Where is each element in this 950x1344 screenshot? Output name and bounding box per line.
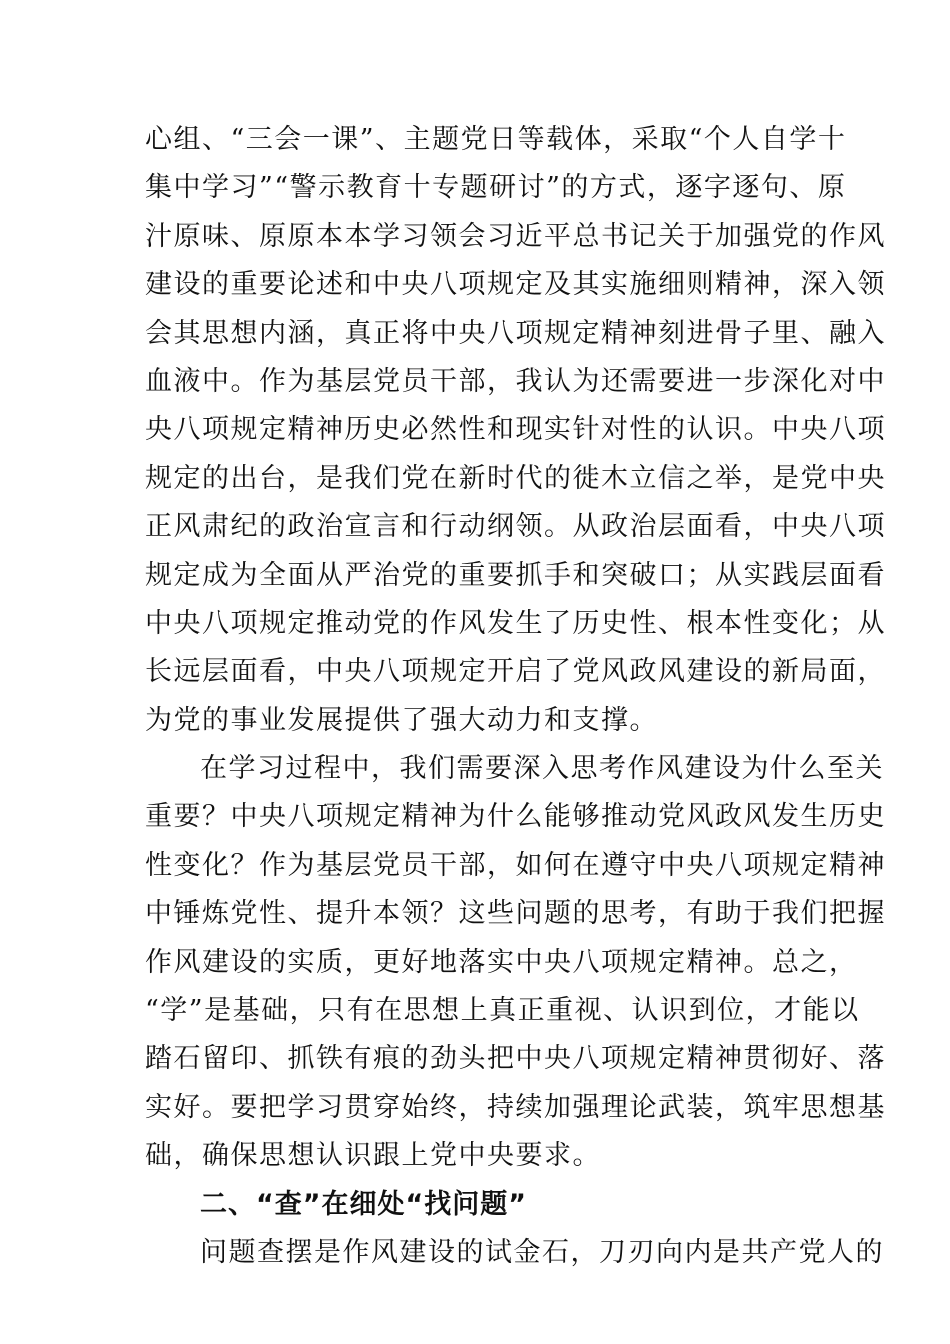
text-line: 问题查摆是作风建设的试金石，刀刃向内是共产党人的 xyxy=(200,1236,884,1268)
text-line: 中锤炼党性、提升本领？这些问题的思考，有助于我们把握 xyxy=(145,898,886,930)
text-line: 为党的事业发展提供了强大动力和支撑。 xyxy=(145,704,658,736)
section-heading xyxy=(145,1181,810,1229)
text-line: 央八项规定精神历史必然性和现实针对性的认识。中央八项 xyxy=(145,414,886,446)
text-line: 建设的重要论述和中央八项规定及其实施细则精神，深入领 xyxy=(145,269,886,301)
text-line: 正风肃纪的政治宣言和行动纲领。从政治层面看，中央八项 xyxy=(145,511,886,543)
paragraph xyxy=(145,745,886,1181)
section-heading-text: 二、“查”在细处“找问题” xyxy=(200,1188,527,1220)
text-line: 性变化？作为基层党员干部，如何在遵守中央八项规定精神 xyxy=(145,849,886,881)
document-body xyxy=(145,116,886,1277)
text-line: 心组、“三会一课”、主题党日等载体，采取“个人自学十 xyxy=(145,124,847,155)
text-line: 规定的出台，是我们党在新时代的徙木立信之举，是党中央 xyxy=(145,462,886,494)
text-line: 中央八项规定推动党的作风发生了历史性、根本性变化；从 xyxy=(145,607,886,639)
text-line: “学”是基础，只有在思想上真正重视、认识到位，才能以 xyxy=(145,995,860,1027)
text-line: 血液中。作为基层党员干部，我认为还需要进一步深化对中 xyxy=(145,365,886,397)
paragraph xyxy=(145,1229,884,1277)
text-line: 重要？中央八项规定精神为什么能够推动党风政风发生历史 xyxy=(145,801,886,833)
text-line: 规定成为全面从严治党的重要抓手和突破口；从实践层面看 xyxy=(145,559,886,591)
text-line: 集中学习”“警示教育十专题研讨”的方式，逐字逐句、原 xyxy=(145,172,847,204)
text-line: 汁原味、原原本本学习领会习近平总书记关于加强党的作风 xyxy=(145,220,886,252)
text-line: 础，确保思想认识跟上党中央要求。 xyxy=(145,1140,601,1172)
paragraph xyxy=(145,116,886,745)
text-line: 实好。要把学习贯穿始终，持续加强理论武装，筑牢思想基 xyxy=(145,1091,886,1123)
text-line: 长远层面看，中央八项规定开启了党风政风建设的新局面， xyxy=(145,656,886,688)
text-line: 在学习过程中，我们需要深入思考作风建设为什么至关 xyxy=(200,753,884,785)
text-line: 作风建设的实质，更好地落实中央八项规定精神。总之， xyxy=(145,946,858,978)
text-line: 会其思想内涵，真正将中央八项规定精神刻进骨子里、融入 xyxy=(145,317,886,349)
text-line: 踏石留印、抓铁有痕的劲头把中央八项规定精神贯彻好、落 xyxy=(145,1043,886,1075)
